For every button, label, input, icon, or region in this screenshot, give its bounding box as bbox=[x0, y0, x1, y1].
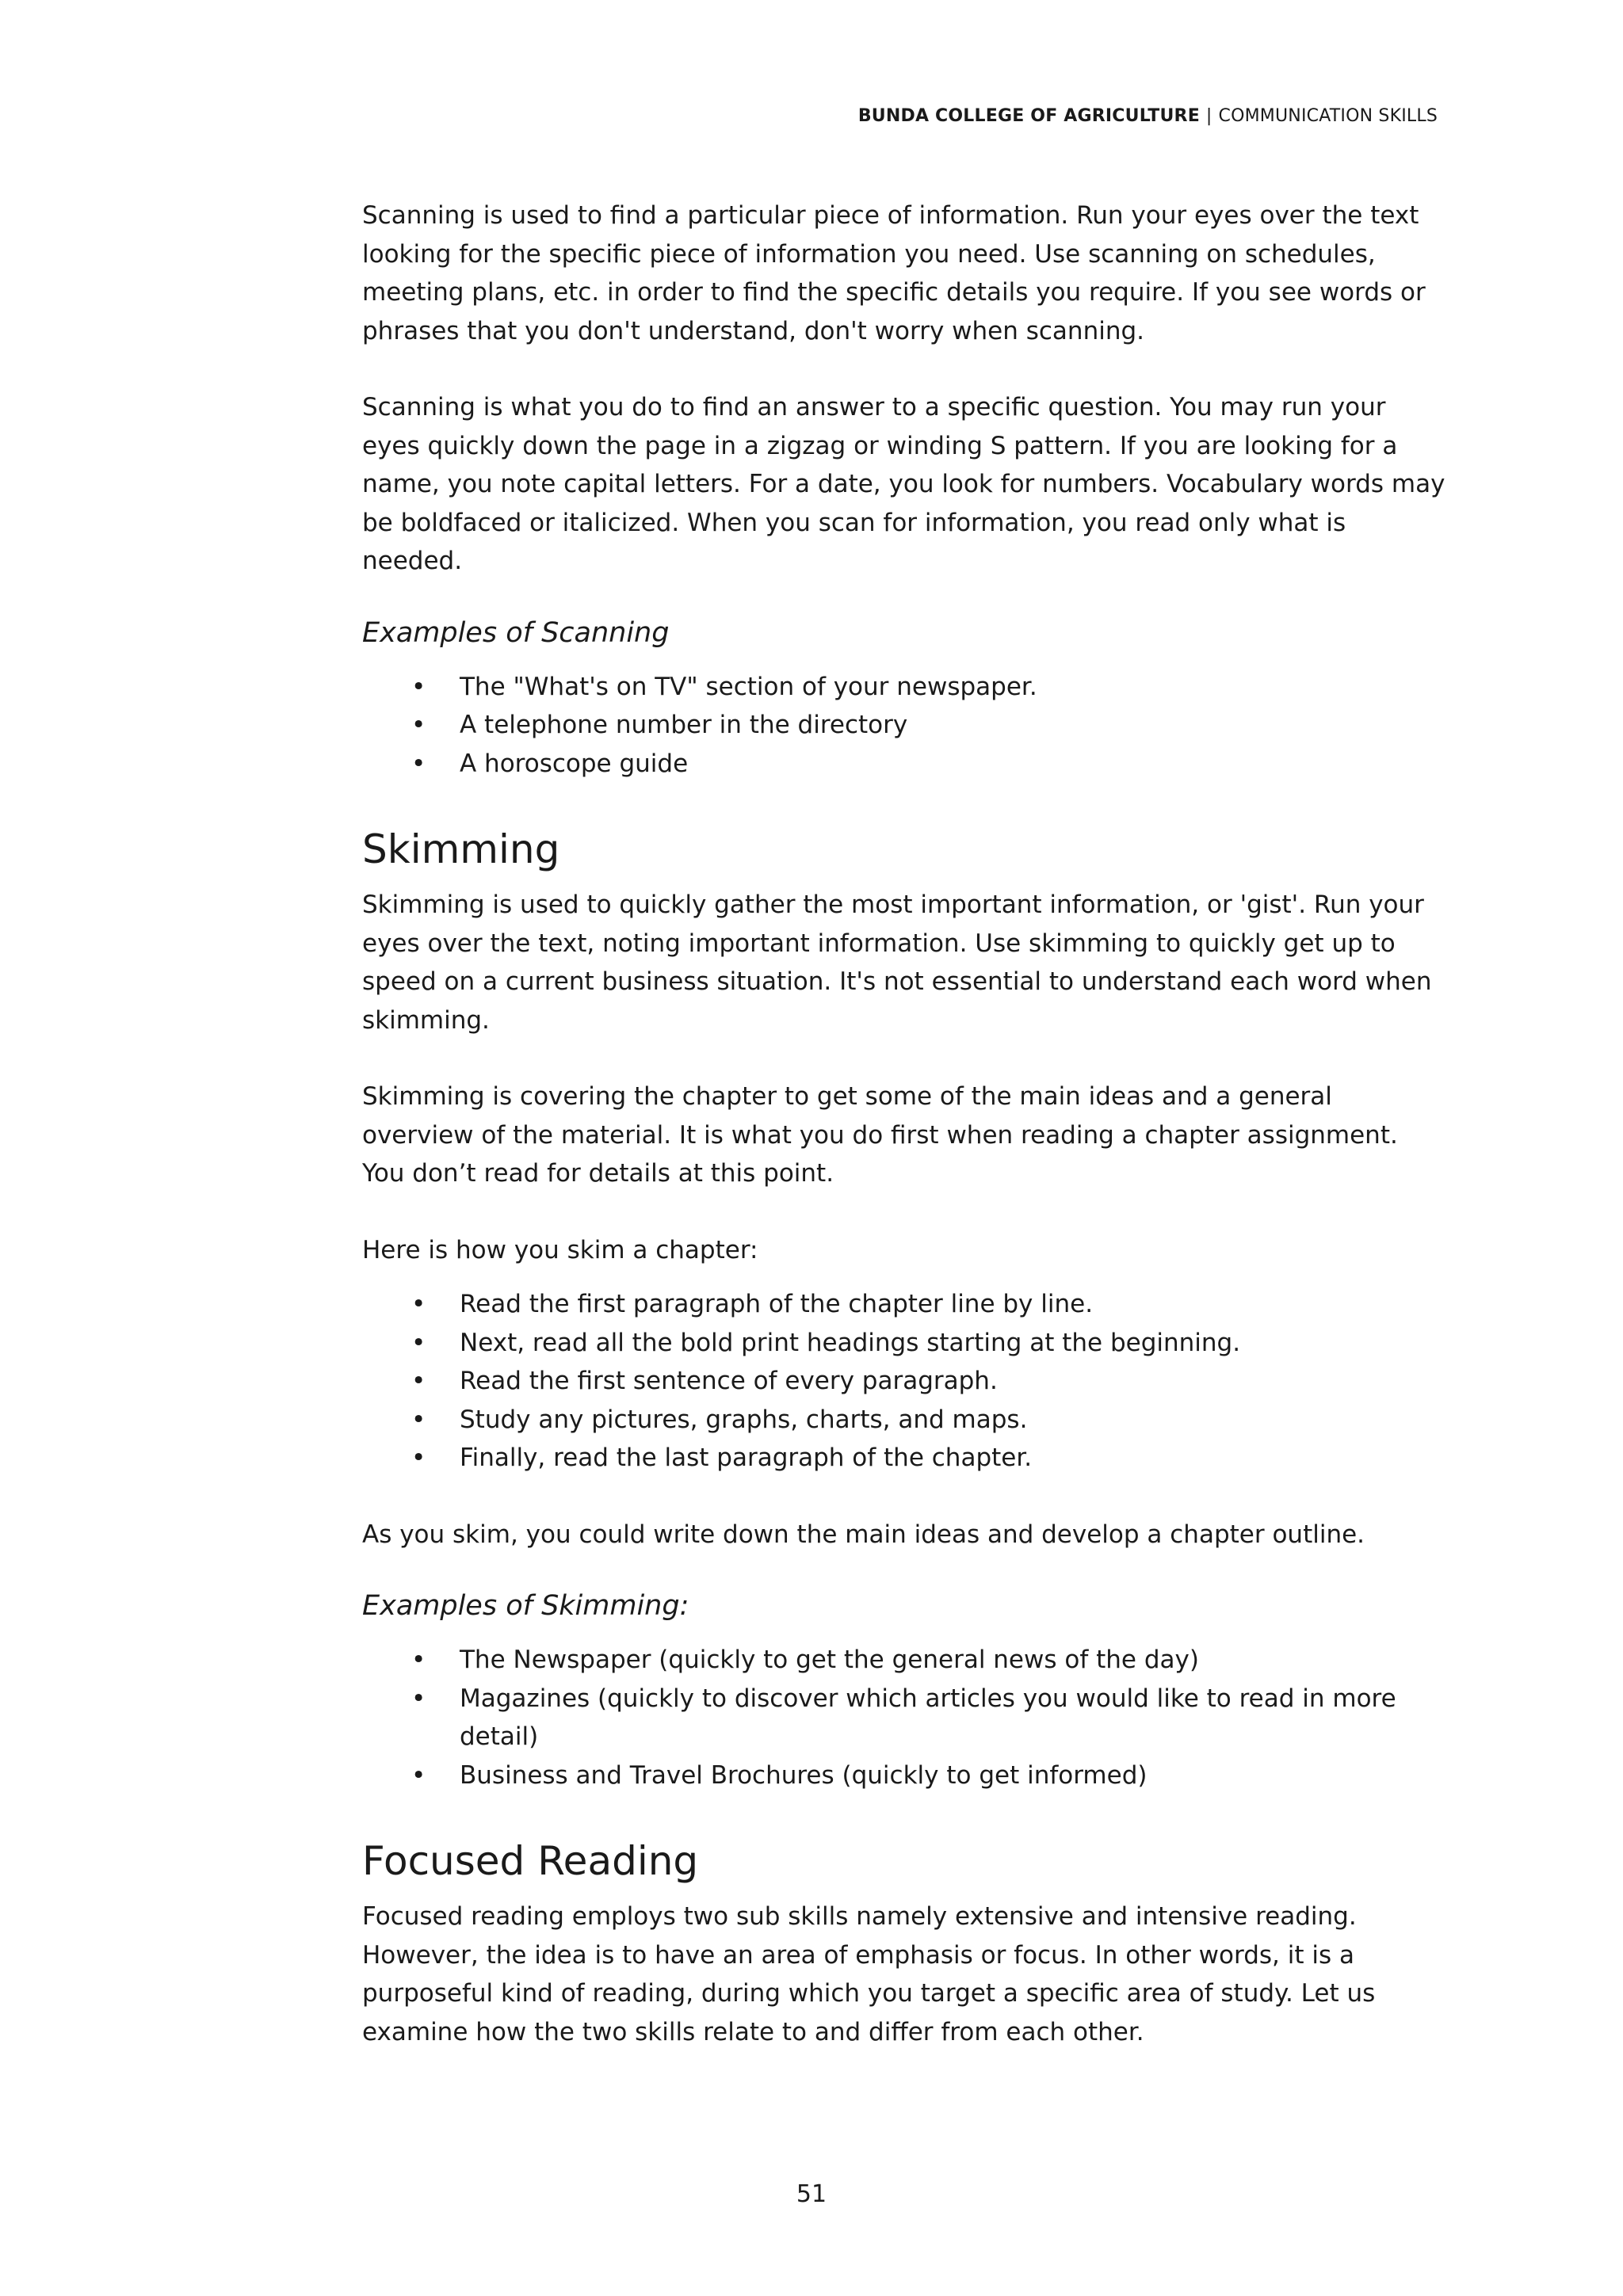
skimming-paragraph-1: Skimming is used to quickly gather the most important information, or 'gist'. Run your eyes over the text, noting important information. Use skimming to quickly get up to speed on a current business situation. It's not essential to understand each word when skimming. bbox=[362, 891, 1432, 1035]
page-number: 51 bbox=[796, 2180, 827, 2208]
header-course: COMMUNICATION SKILLS bbox=[1218, 106, 1438, 126]
scanning-examples-list bbox=[362, 668, 1448, 784]
list-item: • The Newspaper (quickly to get the general news of the day) bbox=[362, 1641, 1448, 1680]
scanning-examples-heading: Examples of Scanning bbox=[362, 616, 670, 649]
list-item: • Next, read all the bold print headings starting at the beginning. bbox=[362, 1324, 1448, 1363]
page-content bbox=[362, 196, 1448, 2051]
list-item: • A horoscope guide bbox=[362, 745, 1448, 784]
list-item: • Finally, read the last paragraph of the chapter. bbox=[362, 1439, 1448, 1478]
list-item: • Magazines (quickly to discover which articles you would like to read in more detail) bbox=[362, 1680, 1448, 1756]
skimming-heading: Skimming bbox=[362, 826, 560, 872]
skimming-paragraph-2: Skimming is covering the chapter to get some of the main ideas and a general overview of the material. It is what you do first when reading a chapter assignment. You don’t read for details at this point. bbox=[362, 1082, 1398, 1188]
scanning-paragraph-1: Scanning is used to find a particular piece of information. Run your eyes over the text looking for the specific piece of information you need. Use scanning on schedules, meeting plans, etc. in order to find the specific details you require. If you see words or phrases that you don't understand, don't worry when scanning. bbox=[362, 201, 1426, 345]
header-separator: | bbox=[1205, 106, 1212, 126]
list-item: • Study any pictures, graphs, charts, and maps. bbox=[362, 1401, 1448, 1440]
list-item: • A telephone number in the directory bbox=[362, 706, 1448, 745]
list-item: • Read the first paragraph of the chapter line by line. bbox=[362, 1285, 1448, 1324]
skimming-closing: As you skim, you could write down the main ideas and develop a chapter outline. bbox=[362, 1520, 1365, 1549]
list-item: • Business and Travel Brochures (quickly to get informed) bbox=[362, 1756, 1448, 1795]
scanning-paragraph-2: Scanning is what you do to find an answer to a specific question. You may run your eyes quickly down the page in a zigzag or winding S pattern. If you are looking for a name, you note capital letters. For a date, you look for numbers. Vocabulary words may be boldfaced or italicized. When you scan for information, you read only what is needed. bbox=[362, 393, 1445, 575]
list-item: • The "What's on TV" section of your newspaper. bbox=[362, 668, 1448, 707]
skimming-steps-list bbox=[362, 1285, 1448, 1478]
skimming-examples-list bbox=[362, 1641, 1448, 1794]
focused-reading-paragraph-1: Focused reading employs two sub skills namely extensive and intensive reading. However, the idea is to have an area of emphasis or focus. In other words, it is a purposeful kind of reading, during which you target a specific area of study. Let us examine how the two skills relate to and differ from each other. bbox=[362, 1902, 1376, 2046]
list-item: • Read the first sentence of every paragraph. bbox=[362, 1362, 1448, 1401]
running-header bbox=[858, 106, 1438, 126]
skimming-how-to-intro: Here is how you skim a chapter: bbox=[362, 1235, 758, 1264]
skimming-examples-heading: Examples of Skimming: bbox=[362, 1590, 689, 1622]
focused-reading-heading: Focused Reading bbox=[362, 1838, 699, 1884]
header-institution: BUNDA COLLEGE OF AGRICULTURE bbox=[857, 106, 1200, 126]
